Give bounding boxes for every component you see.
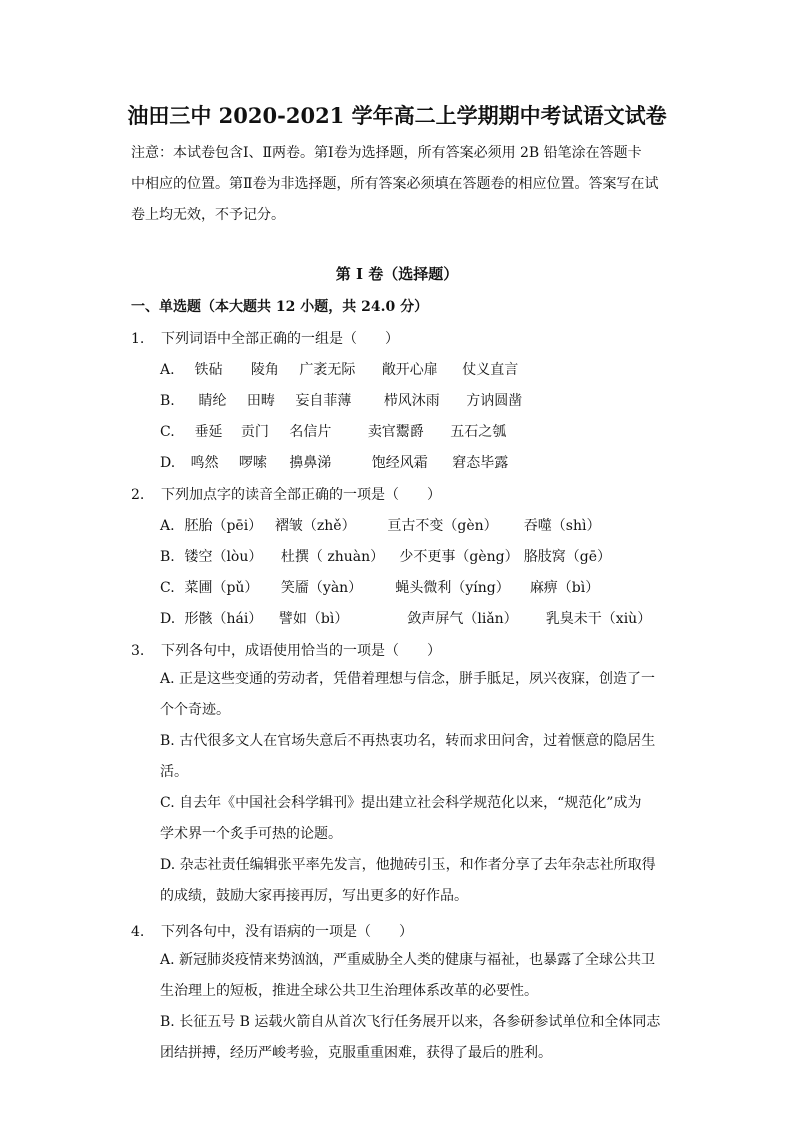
question-4-stem: [131, 921, 413, 941]
question-2-option-b: [160, 546, 611, 566]
option-text-continued: 活。: [160, 764, 188, 780]
option-word: 名信片: [289, 424, 332, 440]
option-text: 古代很多文人在官场失意后不再热衷功名，转而求田问舍，过着惬意的隐居生: [179, 733, 656, 749]
option-text-continued: 学术界一个炙手可热的论题。: [160, 826, 342, 842]
question-2-option-c: [160, 577, 599, 597]
option-letter: D.: [160, 857, 176, 873]
option-word: 杜撰（ zhuàn）: [280, 549, 385, 565]
option-word: 蝇头微利（yíng）: [395, 580, 510, 596]
option-word: 五石之瓠: [450, 424, 507, 440]
notice-line: 中相应的位置。第Ⅱ卷为非选择题，所有答案必须填在答题卷的相应位置。答案写在试: [131, 176, 659, 192]
option-text-continued: 的成绩，鼓励大家再接再厉，写出更多的好作品。: [160, 888, 468, 904]
option-word: 擤鼻涕: [289, 455, 332, 471]
exam-title: 油田三中 2020-2021 学年高二上学期期中考试语文试卷: [127, 103, 667, 128]
question-4-option-a: [160, 945, 662, 1007]
option-word: 少不更事（gèng）: [399, 549, 519, 565]
question-2-option-a: [160, 515, 601, 535]
question-2-stem: [131, 484, 441, 504]
option-word: 吞噬（shì）: [523, 518, 601, 534]
option-word: 饱经风霜: [371, 455, 428, 471]
option-word: 铁砧: [194, 362, 223, 378]
option-word: 睛纶: [198, 393, 227, 409]
question-text: 下列各句中，成语使用恰当的一项是（ ）: [161, 643, 441, 659]
option-word: 鸣然: [190, 455, 219, 471]
question-number: 4.: [131, 924, 145, 940]
question-4-option-b: [160, 1007, 662, 1069]
option-text: 正是这些变通的劳动者，凭借着理想与信念，胼手胝足，夙兴夜寐，创造了一: [179, 671, 656, 687]
notice-line: 卷上均无效，不予记分。: [131, 207, 285, 223]
option-letter: B.: [160, 393, 175, 409]
question-3-option-c: [160, 788, 662, 850]
question-1-option-c: [160, 421, 506, 441]
option-letter: B.: [160, 733, 175, 749]
option-word: 褶皱（zhě）: [274, 518, 356, 534]
option-word: 妄自菲薄: [295, 393, 352, 409]
option-text: 自去年《中国社会科学辑刊》提出建立社会科学规范化以来，“规范化”成为: [179, 795, 642, 811]
option-letter: A.: [160, 362, 175, 378]
option-text: 长征五号 B 运载火箭自从首次飞行任务展开以来，各参研参试单位和全体同志: [179, 1014, 661, 1030]
option-word: 麻痹（bì）: [529, 580, 600, 596]
option-text-continued: 团结拼搏，经历严峻考验，克服重重困难，获得了最后的胜利。: [160, 1045, 552, 1061]
question-text: 下列各句中，没有语病的一项是（ ）: [161, 924, 413, 940]
option-word: 垂延: [194, 424, 223, 440]
option-letter: C.: [160, 424, 175, 440]
option-word: 镂空（lòu）: [184, 549, 263, 565]
option-word: 栉风沐雨: [383, 393, 440, 409]
option-text: 新冠肺炎疫情来势汹汹，严重威胁全人类的健康与福祉，也暴露了全球公共卫: [179, 952, 656, 968]
option-word: 广袤无际: [299, 362, 356, 378]
option-word: 田畴: [246, 393, 275, 409]
option-word: 胳肢窝（gē）: [523, 549, 612, 565]
option-word: 仗义直言: [462, 362, 519, 378]
question-text: 下列加点字的读音全部正确的一项是（ ）: [161, 487, 441, 503]
question-text: 下列词语中全部正确的一组是（ ）: [161, 331, 399, 347]
notice-line: 注意：本试卷包含Ⅰ、Ⅱ两卷。第Ⅰ卷为选择题，所有答案必须用 2B 铅笔涂在答题卡: [131, 145, 642, 161]
option-letter: A.: [160, 671, 175, 687]
option-word: 胚胎（pēi）: [184, 518, 263, 534]
question-number: 3.: [131, 643, 145, 659]
question-1-option-a: [160, 359, 518, 379]
option-word: 敞开心扉: [381, 362, 438, 378]
option-letter: C.: [160, 580, 175, 596]
exam-notice: [131, 138, 664, 231]
option-letter: C.: [160, 795, 175, 811]
option-text-continued: 个个奇迹。: [160, 702, 230, 718]
option-letter: A.: [160, 518, 175, 534]
option-text-continued: 生治理上的短板，推进全球公共卫生治理体系改革的必要性。: [160, 983, 538, 999]
question-1-stem: [131, 328, 399, 348]
option-word: 乳臭未干（xiù）: [545, 611, 652, 627]
part-title: 第 I 卷（选择题）: [335, 265, 459, 283]
option-letter: D.: [160, 611, 176, 627]
option-word: 譬如（bì）: [278, 611, 349, 627]
option-word: 菜圃（pǔ）: [184, 580, 259, 596]
option-word: 啰嗦: [238, 455, 267, 471]
question-1-option-b: [160, 390, 522, 410]
option-word: 陵角: [250, 362, 279, 378]
option-word: 笑靥（yàn）: [280, 580, 363, 596]
option-letter: B.: [160, 1014, 175, 1030]
option-word: 亘古不变（gèn）: [387, 518, 498, 534]
section-title: 一、单选题（本大题共 12 小题，共 24.0 分）: [131, 299, 429, 315]
option-word: 窘态毕露: [452, 455, 509, 471]
question-3-option-a: [160, 664, 662, 726]
option-word: 敛声屏气（liǎn）: [407, 611, 518, 627]
option-word: 卖官鬻爵: [367, 424, 424, 440]
option-word: 形骸（hái）: [184, 611, 263, 627]
question-number: 2.: [131, 487, 145, 503]
option-letter: A.: [160, 952, 175, 968]
question-3-option-b: [160, 726, 662, 788]
question-3-option-d: [160, 850, 662, 912]
option-letter: D.: [160, 455, 176, 471]
option-text: 杂志社责任编辑张平率先发言，他抛砖引玉，和作者分享了去年杂志社所取得: [179, 857, 656, 873]
option-letter: B.: [160, 549, 175, 565]
option-word: 方讷圆凿: [466, 393, 523, 409]
question-2-option-d: [160, 608, 651, 628]
question-1-option-d: [160, 452, 508, 472]
option-word: 贡门: [240, 424, 269, 440]
question-number: 1.: [131, 331, 145, 347]
question-3-stem: [131, 640, 441, 660]
